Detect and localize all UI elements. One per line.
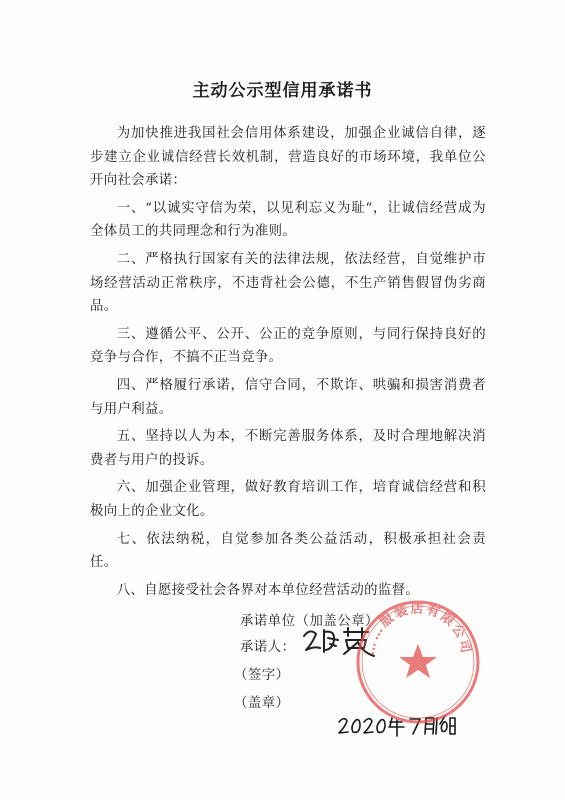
commitment-item-1: 一、“以诚实守信为荣，以见利忘义为耻“，让诚信经营成为全体员工的共同理念和行为准则。 <box>90 200 486 240</box>
commitment-item-2: 二、严格执行国家有关的法律法规，依法经营，自觉维护市场经营活动正常秩序，不违背社会公德，不生产销售假冒伪劣商品。 <box>90 251 486 315</box>
commitment-body <box>90 122 486 606</box>
commitment-item-3: 三、遵循公平、公开、公正的竞争原则，与同行保持良好的竞争与合作，不搞不正当竞争。 <box>90 326 486 366</box>
commitment-item-8: 八、自愿接受社会各界对本单位经营活动的监督。 <box>116 582 420 598</box>
seal-note: （盖章） <box>234 696 290 711</box>
promising-unit-label: 承诺单位（加盖公章） <box>240 614 379 629</box>
commitment-item-4: 四、严格履行承诺，信守合同，不欺诈、哄骗和损害消费者与用户利益。 <box>90 377 486 417</box>
intro-paragraph: 为加快推进我国社会信用体系建设，加强企业诚信自律，逐步建立企业诚信经营长效机制，营造良好的市场环境，我单位公开向社会承诺： <box>90 126 486 189</box>
signature-note: （签字） <box>234 668 290 683</box>
commitment-item-5: 五、坚持以人为本，不断完善服务体系，及时合理地解决消费者与用户的投诉。 <box>90 429 486 468</box>
promisor-label: 承诺人： <box>240 640 296 655</box>
svg-text:……服装店有限公司: ……服装店有限公司 <box>362 601 474 657</box>
commitment-item-6: 六、加强企业管理，做好教育培训工作，培育诚信经营和积极向上的企业文化。 <box>90 480 486 519</box>
company-seal <box>354 598 482 726</box>
commitment-item-7: 七、依法纳税，自觉参加各类公益活动，积极承担社会责任。 <box>90 531 486 571</box>
document-title: 主动公示型信用承诺书 <box>192 81 373 101</box>
